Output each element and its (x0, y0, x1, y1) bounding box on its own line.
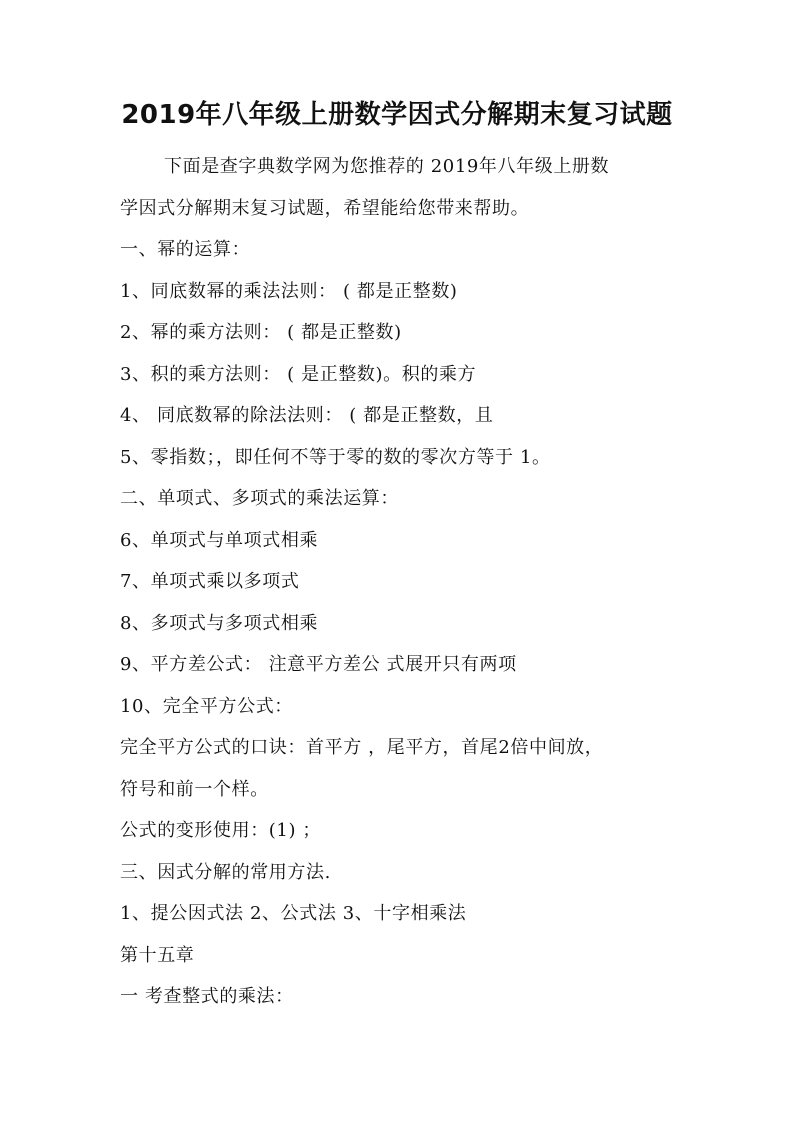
list-item: 1、同底数幂的乘法法则： ( 都是正整数) (120, 280, 458, 302)
list-item: 9、平方差公式： 注意平方差公 式展开只有两项 (120, 654, 517, 675)
document-body (120, 146, 680, 1018)
section-heading: 一 考查整式的乘法： (120, 986, 294, 1007)
paragraph-line: 公式的变形使用：(1) ； (120, 820, 322, 841)
list-item: 8、多项式与多项式相乘 (120, 612, 319, 634)
list-item: 7、单项式乘以多项式 (120, 571, 300, 592)
list-item: 6、单项式与单项式相乘 (120, 529, 319, 551)
chapter-heading: 第十五章 (120, 944, 195, 966)
section-heading: 二、单项式、多项式的乘法运算： (120, 488, 399, 509)
list-item: 2、幂的乘方法则： ( 都是正整数) (120, 322, 402, 343)
list-item: 1、提公因式法 2、公式法 3、十字相乘法 (120, 903, 467, 924)
section-heading: 一、幂的运算： (120, 239, 251, 260)
section-heading: 三、因式分解的常用方法. (120, 861, 331, 883)
paragraph-line: 完全平方公式的口诀：首平方 ，尾平方，首尾2倍中间放， (120, 737, 604, 758)
paragraph-line: 下面是查字典数学网为您推荐的 2019年八年级上册数 (164, 156, 610, 177)
paragraph-line: 符号和前一个样。 (120, 778, 269, 800)
list-item: 5、零指数；，即任何不等于零的数的零次方等于 1。 (120, 446, 551, 468)
document-title: 2019年八年级上册数学因式分解期末复习试题 (121, 100, 673, 130)
list-item: 10、完全平方公式： (120, 695, 293, 717)
list-item: 4、 同底数幂的除法法则： ( 都是正整数，且 (120, 405, 494, 426)
paragraph-line: 学因式分解期末复习试题，希望能给您带来帮助。 (120, 197, 530, 219)
list-item: 3、积的乘方法则： ( 是正整数)。积的乘方 (120, 363, 477, 385)
